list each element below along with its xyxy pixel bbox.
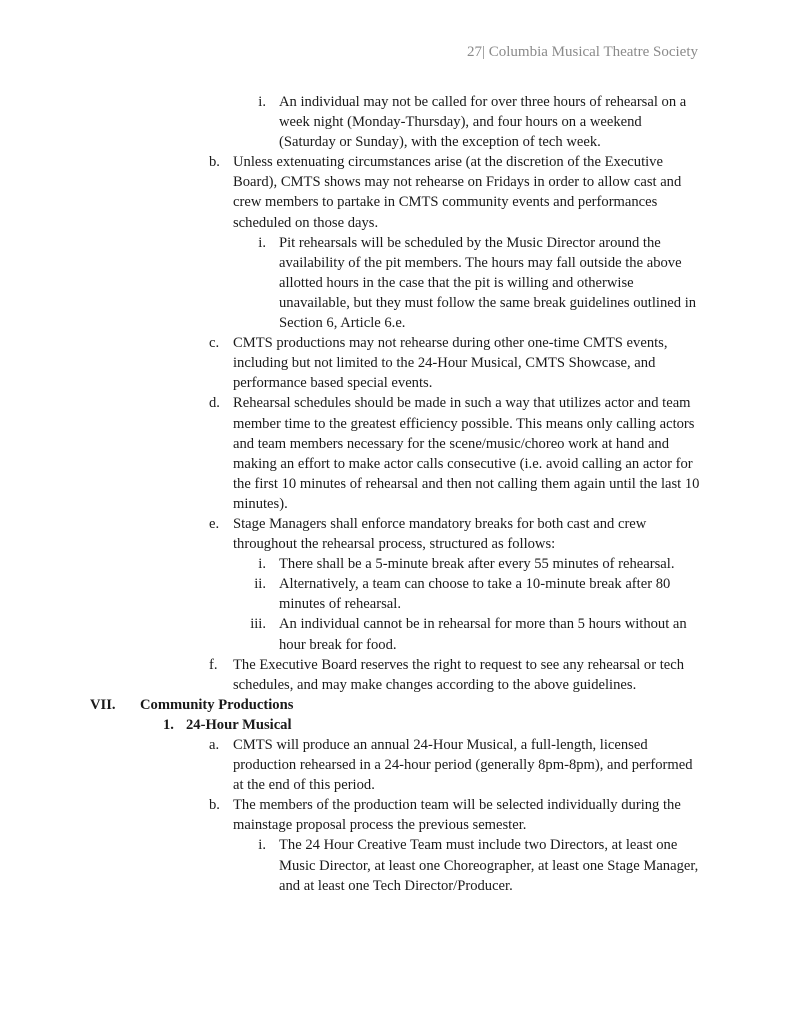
list-item-text: CMTS productions may not rehearse during other one-time CMTS events, including but not limited to the 24-Hour Musical, CMTS Showcase, and performance based special events. <box>233 335 668 392</box>
list-item <box>0 614 791 654</box>
list-item <box>0 574 791 614</box>
list-marker: a. <box>209 737 220 753</box>
list-marker: ii. <box>254 576 266 593</box>
list-marker: i. <box>258 234 266 251</box>
section-number: VII. <box>90 696 116 713</box>
list-item <box>0 554 791 574</box>
list-item <box>0 92 791 152</box>
list-marker: b. <box>209 154 220 171</box>
list-marker: iii. <box>250 616 266 633</box>
list-item-text: Unless extenuating circumstances arise (at the discretion of the Executive Board), CMTS shows may not rehearse on Fridays in order to allow cast and crew members to partake in CMTS community events and performances scheduled on those days. <box>233 154 682 231</box>
list-item <box>0 333 791 393</box>
section-title: Community Productions <box>140 696 294 713</box>
section-heading <box>0 695 791 715</box>
subsection-heading <box>0 715 791 735</box>
list-marker: i. <box>258 837 266 854</box>
list-marker: c. <box>209 335 220 352</box>
list-item <box>0 835 791 895</box>
list-item <box>0 735 791 795</box>
list-item <box>0 655 791 695</box>
list-item-text: Alternatively, a team can choose to take a 10-minute break after 80 minutes of rehearsal. <box>279 576 671 613</box>
list-item <box>0 393 791 514</box>
list-item-text: Pit rehearsals will be scheduled by the Music Director around the availability of the pit members. The hours may fall outside the above allotted hours in the case that the pit is willing and otherwise unavailable, but they must follow the same break guidelines outlined in Section 6, Article 6.e. <box>279 234 697 332</box>
subsection-title: 24-Hour Musical <box>186 716 292 733</box>
list-item-text: The members of the production team will be selected individually during the mainstage proposal process the previous semester. <box>233 797 681 834</box>
list-item-text: The Executive Board reserves the right to request to see any rehearsal or tech schedules, and may make changes according to the above guidelines. <box>233 656 685 693</box>
list-marker: e. <box>209 515 220 532</box>
list-marker: d. <box>209 395 220 412</box>
list-item-text: Stage Managers shall enforce mandatory breaks for both cast and crew throughout the rehearsal process, structured as follows: <box>233 515 647 553</box>
list-item-text: An individual may not be called for over three hours of rehearsal on a week night (Monday-Thursday), and four hours on a weekend (Saturday or Sunday), with the exception of tech week. <box>279 94 687 151</box>
running-header <box>467 44 698 61</box>
list-item <box>0 152 791 232</box>
document-title: Columbia Musical Theatre Society <box>488 44 698 60</box>
list-item-text: The 24 Hour Creative Team must include two Directors, at least one Music Director, at least one Choreographer, at least one Stage Manager, and at least one Tech Director/Producer. <box>279 837 699 894</box>
list-item <box>0 233 791 333</box>
list-item-text: An individual cannot be in rehearsal for more than 5 hours without an hour break for food. <box>279 616 687 653</box>
list-marker: i. <box>258 556 266 573</box>
list-item-text: Rehearsal schedules should be made in such a way that utilizes actor and team member time to the greatest efficiency possible. This means only calling actors and team members necessary for the scene/music/choreo work at hand and making an effort to make actor calls consecutive (i.e. avoid calling an actor for the first 10 minutes of rehearsal and then not calling them again until the last 10 minutes). <box>233 395 700 512</box>
subsection-number: 1. <box>163 716 174 733</box>
document-body <box>0 92 791 896</box>
list-item-text: There shall be a 5-minute break after every 55 minutes of rehearsal. <box>279 556 675 573</box>
list-item <box>0 795 791 835</box>
list-marker: b. <box>209 797 220 814</box>
list-marker: i. <box>258 94 266 110</box>
header-separator: | <box>481 44 485 60</box>
list-marker: f. <box>209 656 218 673</box>
list-item-text: CMTS will produce an annual 24-Hour Musical, a full-length, licensed production rehearsed in a 24-hour period (generally 8pm-8pm), and performed at the end of this period. <box>233 737 693 794</box>
list-item <box>0 514 791 554</box>
page-number: 27 <box>466 44 482 60</box>
